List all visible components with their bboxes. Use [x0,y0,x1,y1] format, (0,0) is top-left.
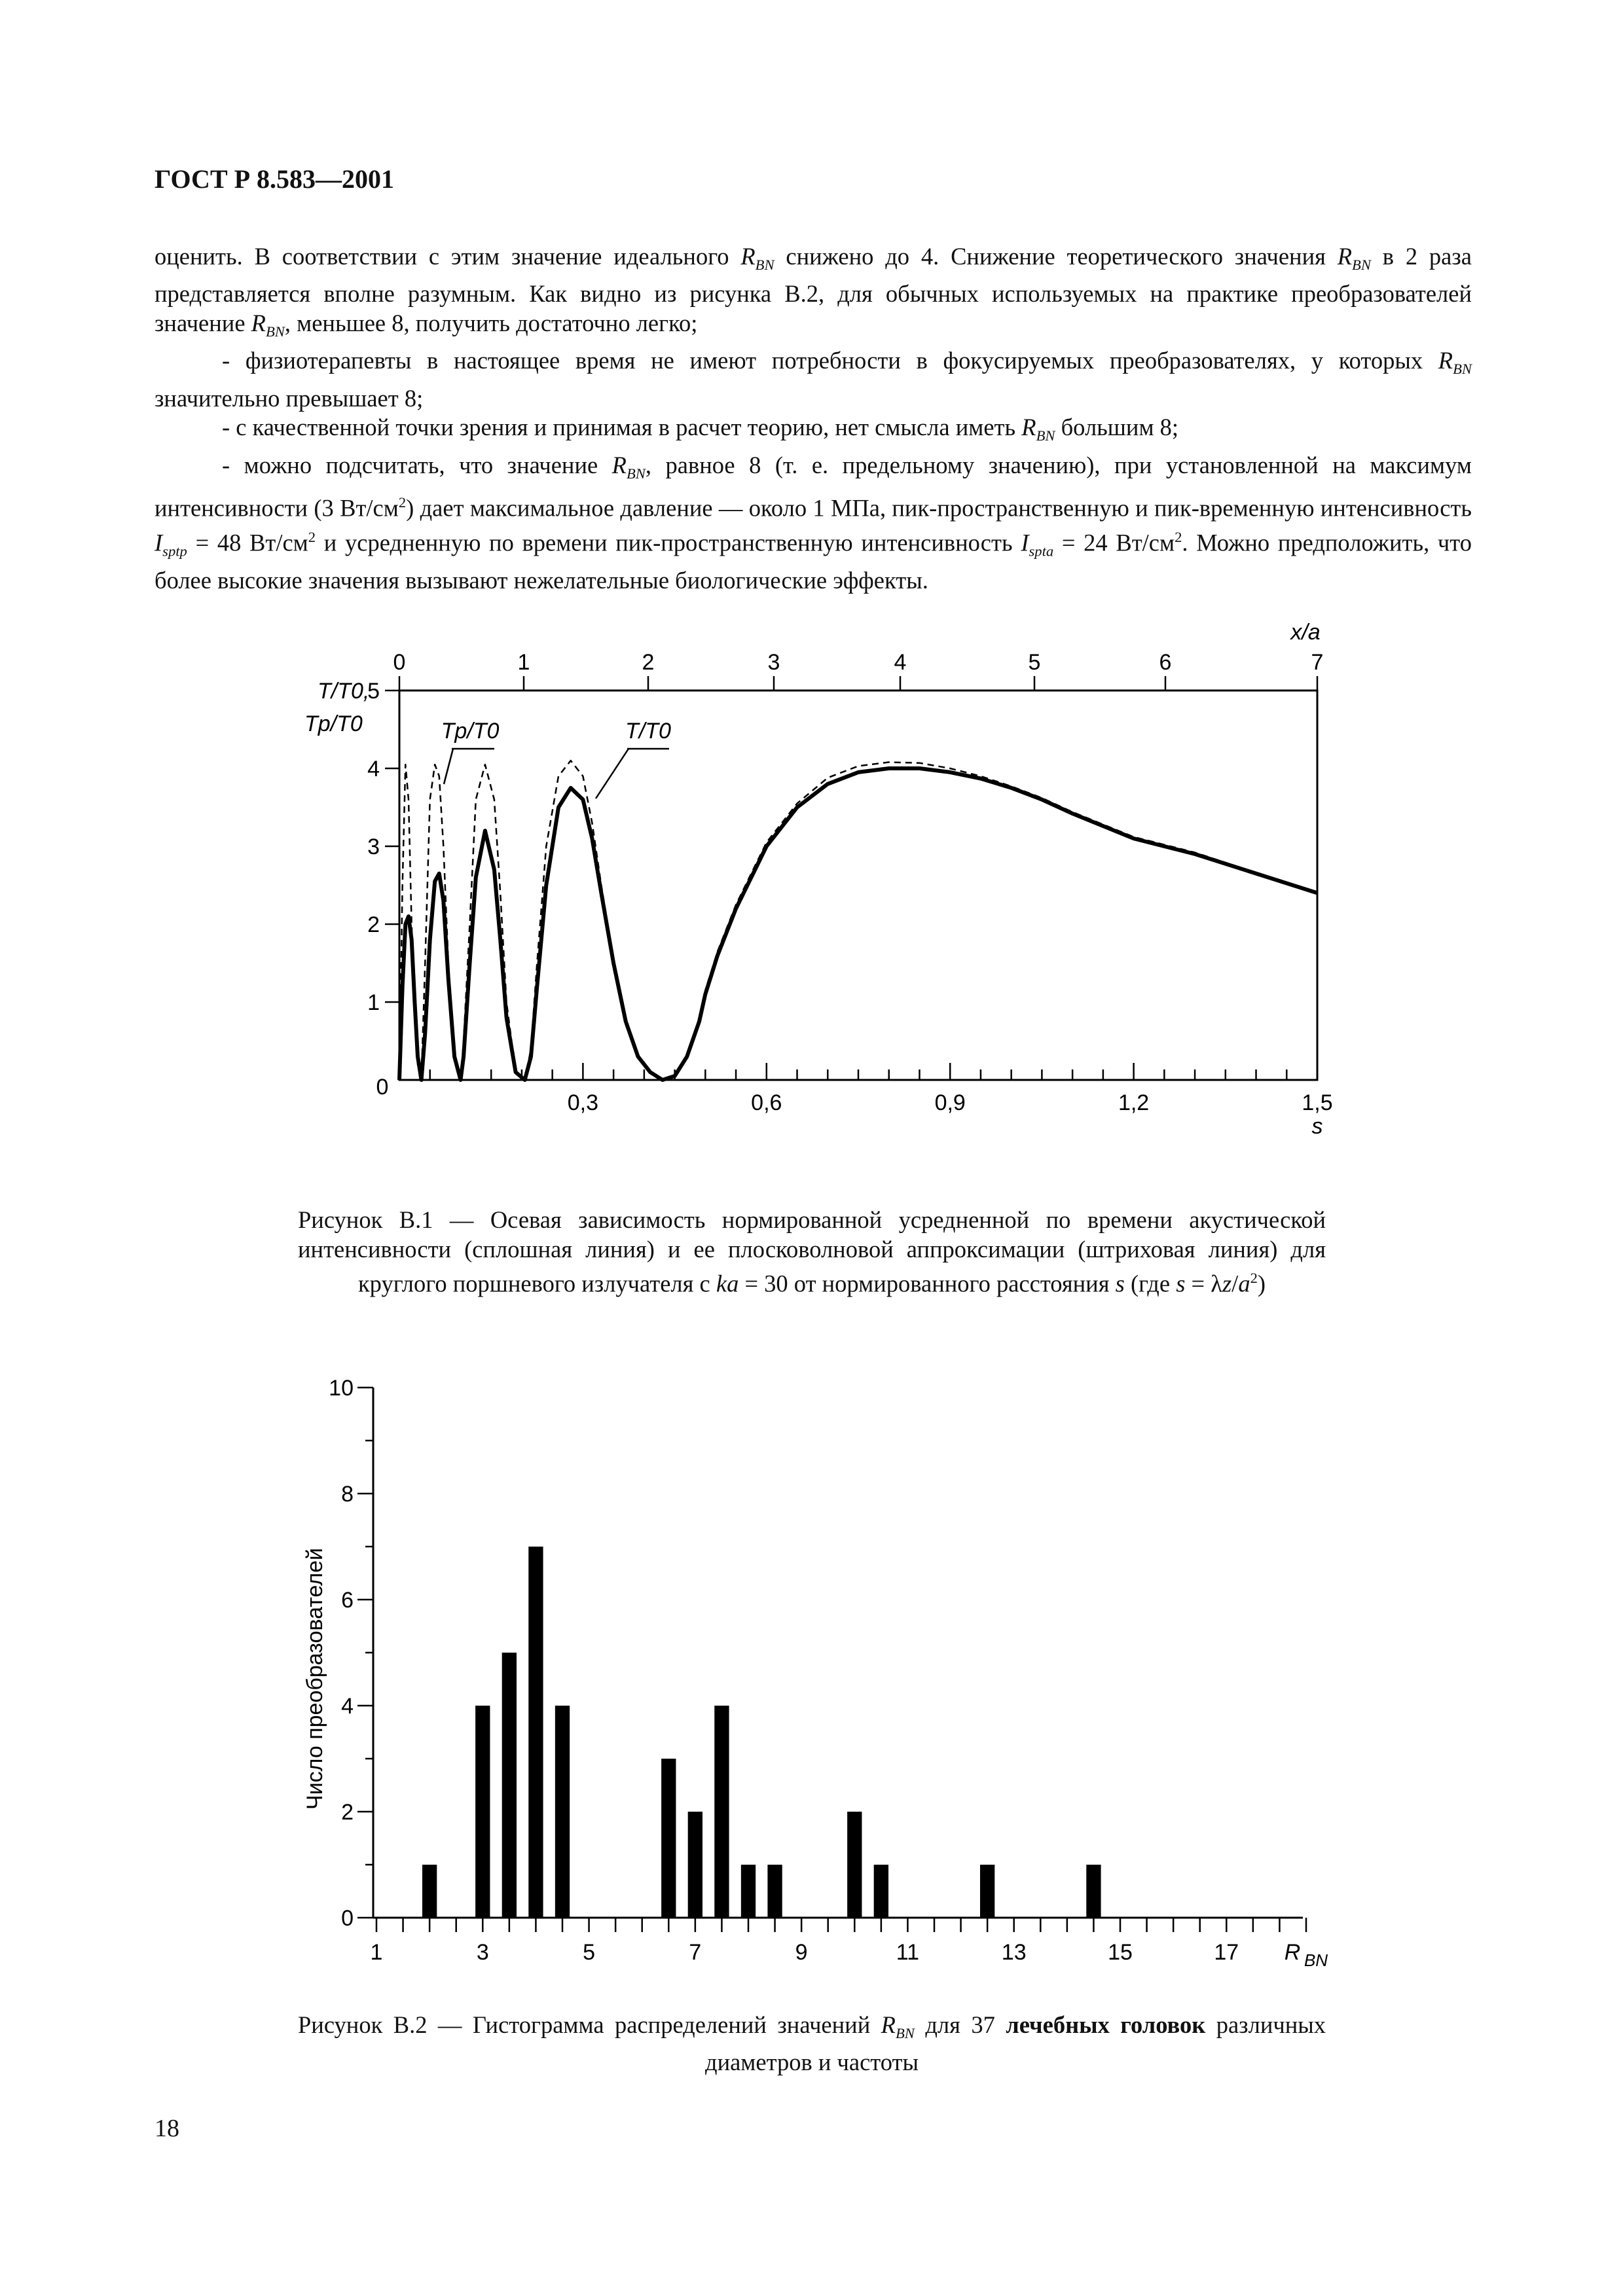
paragraph [155,242,1472,346]
histogram-bar [555,1706,570,1918]
text-run: оценить. В соответствии с этим значение идеального [155,243,741,270]
caption-text: Рисунок В.2 — Гистограмма распределений значений [298,2011,881,2038]
page-number: 18 [155,2115,179,2142]
text-run: - с качественной точки зрения и принимая в расчет теорию, нет смысла иметь [222,414,1022,441]
top-tick-label: 3 [767,650,780,675]
figure-1-caption [298,1206,1326,1299]
x-tick-label: 9 [795,1940,808,1965]
text-run: R [611,451,627,478]
paragraph [155,413,1472,450]
caption-text: ) [1257,1270,1266,1297]
caption-text: s [1115,1270,1125,1297]
x-tick-label: 3 [476,1940,489,1965]
y-tick-label: 4 [341,1694,354,1719]
text-run: . Можно предположить, что более высокие значения вызывают нежелательные биологические эффекты. [155,529,1472,594]
figure-2-caption [298,2011,1326,2077]
series-line-t-t0 [399,768,1317,1080]
top-tick-label: 6 [1159,650,1172,675]
y-tick-label: 2 [341,1800,354,1825]
annotation-leader [444,749,453,784]
bottom-tick-label: 1,5 [1302,1090,1333,1115]
text-run: sptp [162,543,187,560]
text-run: значительно превышает 8; [155,384,424,412]
text-run: R [1337,243,1353,270]
annotation-t-t0: T/T0 [625,719,671,744]
y-tick-label: 3 [367,834,380,859]
text-run: spta [1029,543,1054,560]
text-run: I [155,529,163,556]
text-run: 2 [1175,529,1182,546]
document-header: ГОСТ Р 8.583—2001 [155,164,395,194]
annotation-tp-t0: Tp/T0 [441,719,500,744]
caption-text: R [881,2011,896,2038]
text-run: = 48 Вт/см [187,529,308,556]
histogram-bar [688,1812,702,1918]
caption-text: s [1176,1270,1186,1297]
text-run: R [1438,347,1453,374]
text-run: R [740,243,756,270]
series-line-tp-t0 [399,761,1317,1080]
caption-text: Рисунок В.1 — Осевая зависимость нормированной усредненной по времени акустической интенсивности (сплошная линия) и ее плосковолновой аппроксимации (штриховая линия) для круглого поршневого излучателя с [298,1206,1326,1297]
histogram-bar [502,1653,517,1918]
caption-text: различных диаметров и частоты [705,2011,1326,2076]
caption-text: лечебных головок [1006,2011,1206,2038]
bottom-tick-label: 0,3 [567,1090,599,1115]
y-tick-label: 6 [341,1588,354,1613]
x-axis-label-subscript: BN [1304,1950,1328,1970]
caption-text: ka [716,1270,739,1297]
caption-text: = 30 от нормированного расстояния [739,1270,1116,1297]
histogram-bar [1086,1865,1101,1918]
text-run: BN [1036,427,1055,444]
x-tick-label: 1 [370,1940,383,1965]
y-axis-label: Число преобразователей [302,1548,327,1810]
text-run: = 24 Вт/см [1053,529,1175,556]
histogram-bar [422,1865,437,1918]
text-run: - можно подсчитать, что значение [222,451,612,478]
text-run: , меньшее 8, получить достаточно легко; [284,309,698,336]
text-run: , равное 8 (т. е. предельному значению), при установленной на максимум интенсивности (3 Вт/см [155,451,1472,522]
x-tick-label: 11 [896,1940,920,1965]
text-run: и усредненную по времени пик-пространственную интенсивность [316,529,1021,556]
paragraph [155,346,1472,413]
y-tick-label: 10 [329,1376,354,1401]
annotation-leader [596,749,629,798]
x-axis-label-top: x/a [1290,620,1321,645]
y-tick-label: 8 [341,1482,354,1507]
figure-1-line-chart [282,609,1355,1191]
caption-text: / [1231,1270,1239,1297]
paragraph [155,451,1472,596]
caption-text: z [1222,1270,1232,1297]
text-run: 2 [308,529,316,546]
bottom-tick-label: 0,9 [934,1090,966,1115]
y-tick-label: 5 [367,679,380,704]
body-text [155,242,1472,596]
y-tick-label: 2 [367,912,380,937]
top-tick-label: 1 [517,650,530,675]
top-tick-label: 0 [393,650,406,675]
caption-text: a [1238,1270,1250,1297]
text-run: - физиотерапевты в настоящее время не имеют потребности в фокусируемых преобразователях, у которых [222,347,1438,374]
text-run: BN [1453,361,1472,378]
text-run: ) дает максимальное давление — около 1 МПа, пик-пространственную и пик-временную интенсивность [406,494,1472,522]
histogram-bar [874,1865,888,1918]
text-run: снижено до 4. Снижение теоретического значения [774,243,1338,270]
x-axis-label-bottom: s [1311,1114,1323,1139]
x-tick-label: 5 [583,1940,596,1965]
text-run: R [1021,414,1036,441]
top-tick-label: 7 [1311,650,1324,675]
histogram-bar [475,1706,490,1918]
histogram-bar [714,1706,729,1918]
y-tick-label: 1 [367,990,380,1015]
y-axis-label-line2: Tp/T0 [304,711,363,736]
histogram-bar [767,1865,782,1918]
text-run: большим 8; [1055,414,1179,441]
text-run: 2 [398,494,407,511]
histogram-bar [847,1812,862,1918]
x-tick-label: 17 [1214,1940,1239,1965]
x-tick-label: 13 [1001,1940,1027,1965]
top-tick-label: 4 [894,650,907,675]
y-axis-label-line1: T/T0, [318,679,370,704]
caption-text: 2 [1250,1270,1258,1286]
caption-text: BN [895,2024,915,2041]
caption-text: = λ [1185,1270,1222,1297]
histogram-bar [980,1865,994,1918]
text-run: BN [1352,256,1371,273]
caption-text: для 37 [914,2011,1006,2038]
bottom-tick-label: 1,2 [1118,1090,1150,1115]
histogram-bar [661,1759,676,1918]
x-tick-label: 15 [1108,1940,1133,1965]
plot-frame [399,691,1317,1080]
text-run: I [1021,529,1029,556]
y-tick-label: 0 [341,1906,354,1931]
text-run: в 2 раза представляется вполне разумным. Как видно из рисунка В.2, для обычных используемых на практике преобразователей значение [155,243,1472,336]
top-tick-label: 5 [1028,650,1041,675]
text-run: BN [265,323,285,340]
y-tick-label: 4 [367,757,380,781]
origin-label: 0 [376,1075,389,1100]
caption-text: (где [1124,1270,1176,1297]
histogram-bar [528,1547,543,1918]
top-tick-label: 2 [642,650,655,675]
histogram-bar [741,1865,756,1918]
x-tick-label: 7 [689,1940,702,1965]
text-run: R [251,309,266,336]
text-run: BN [626,465,646,482]
x-axis-label: R [1284,1940,1301,1965]
text-run: BN [755,256,775,273]
figure-2-histogram [282,1374,1355,1983]
bottom-tick-label: 0,6 [751,1090,782,1115]
